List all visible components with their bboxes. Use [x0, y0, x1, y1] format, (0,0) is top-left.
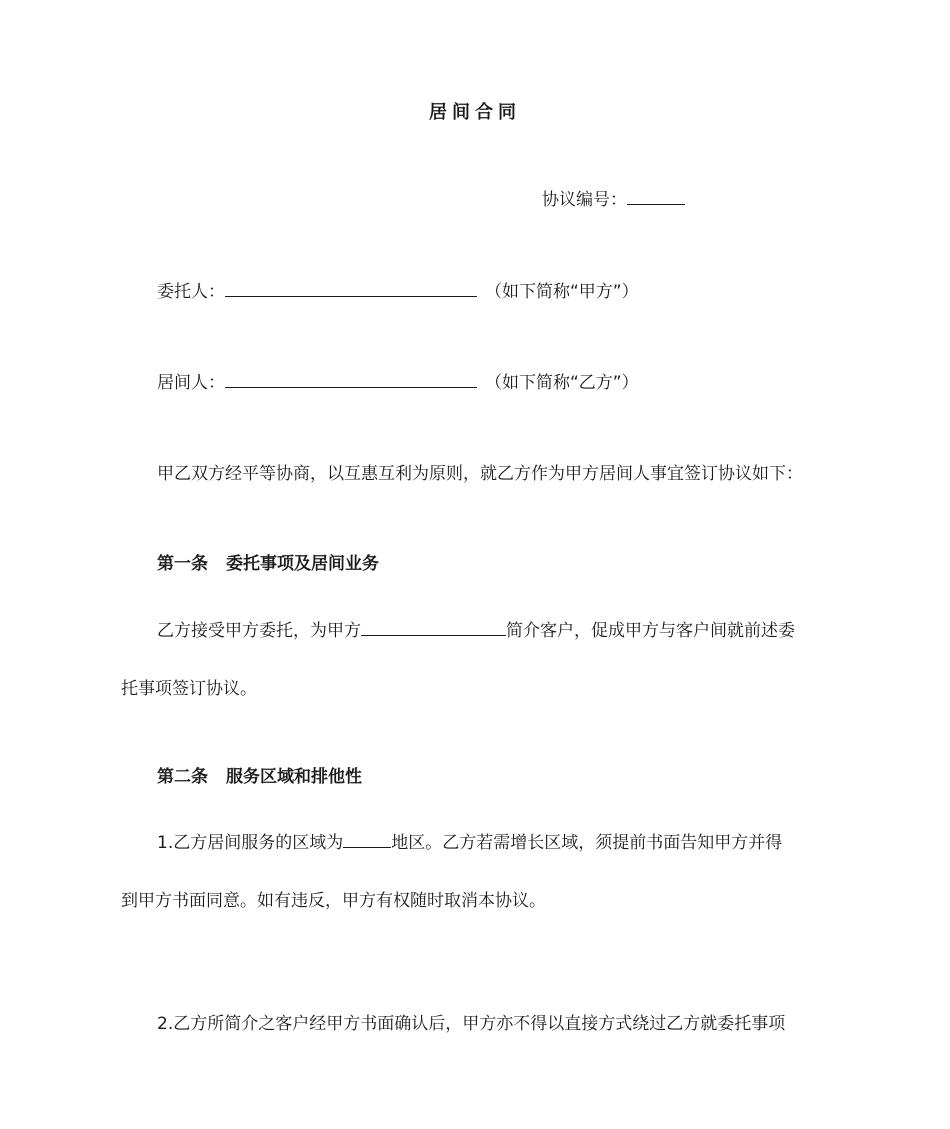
article2-text-before: 1.乙方居间服务的区域为 — [157, 833, 344, 853]
article1-number: 第一条 — [157, 554, 208, 574]
agreement-number — [542, 189, 685, 211]
principal-line — [157, 281, 639, 303]
principal-label: 委托人： — [157, 282, 225, 302]
article2-heading — [157, 766, 362, 788]
article2-heading-text: 服务区域和排他性 — [226, 767, 362, 787]
article1-text-after: 简介客户，促成甲方与客户间就前述委 — [506, 621, 795, 641]
article1-heading — [157, 553, 379, 575]
article1-paragraph-line2: 托事项签订协议。 — [121, 679, 257, 699]
article2-number: 第二条 — [157, 767, 208, 787]
article2-paragraph1-line2: 到甲方书面同意。如有违反，甲方有权随时取消本协议。 — [121, 891, 546, 911]
article2-text-after: 地区。乙方若需增长区域，须提前书面告知甲方并得 — [391, 833, 783, 853]
intro-paragraph: 甲乙双方经平等协商，以互惠互利为原则，就乙方作为甲方居间人事宜签订协议如下： — [157, 464, 803, 484]
agreement-number-label: 协议编号： — [542, 190, 627, 210]
article1-blank — [361, 620, 506, 636]
intermediary-label: 居间人： — [157, 373, 225, 393]
article2-paragraph2-line1: 2.乙方所简介之客户经甲方书面确认后，甲方亦不得以直接方式绕过乙方就委托事项 — [157, 1014, 786, 1034]
intermediary-blank — [225, 372, 477, 388]
intermediary-suffix: （如下简称“乙方”） — [485, 373, 639, 393]
article1-paragraph-line1 — [157, 620, 795, 642]
intermediary-line — [157, 372, 639, 394]
article1-text-before: 乙方接受甲方委托，为甲方 — [157, 621, 361, 641]
principal-suffix: （如下简称“甲方”） — [485, 282, 639, 302]
article2-region-blank — [343, 832, 391, 848]
document-title: 居间合同 — [429, 102, 521, 123]
principal-blank — [225, 281, 477, 297]
article1-heading-text: 委托事项及居间业务 — [226, 554, 379, 574]
article2-paragraph1-line1 — [157, 832, 782, 854]
agreement-number-blank — [627, 189, 685, 205]
